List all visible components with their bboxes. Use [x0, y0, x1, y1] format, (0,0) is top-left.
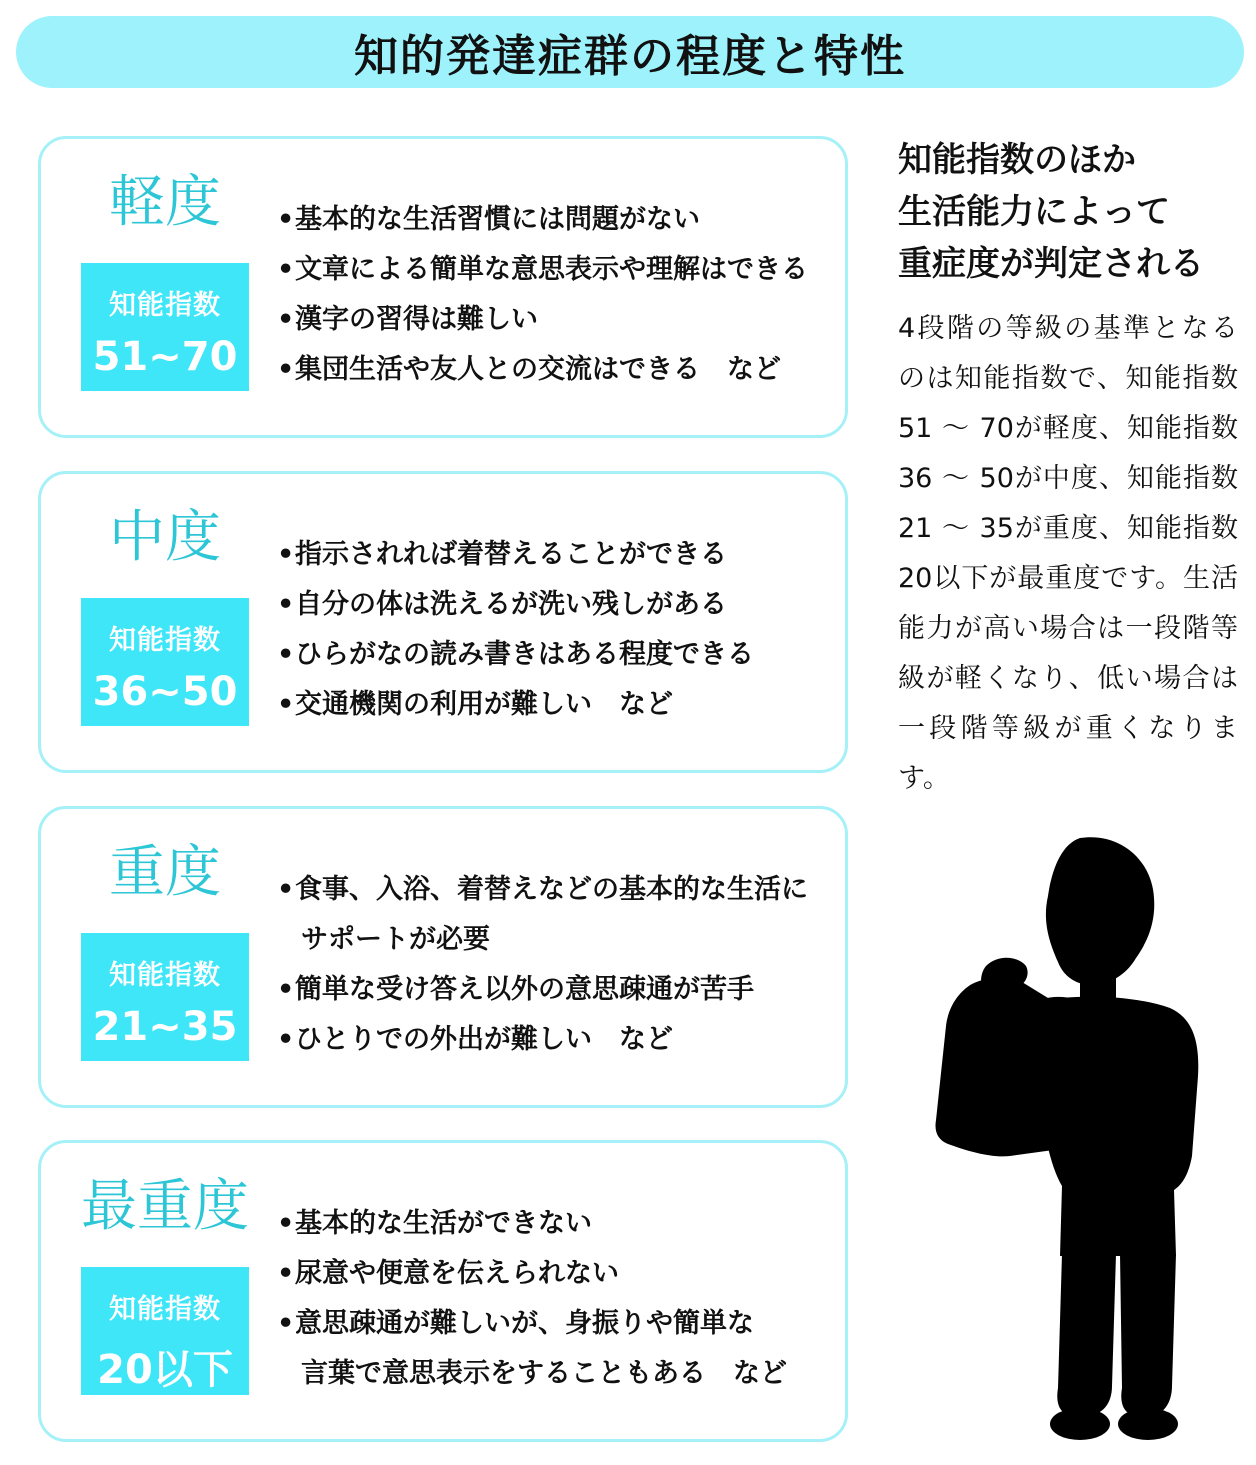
side-heading-line: 生活能力によって: [898, 192, 1170, 232]
level-card-severe: [38, 806, 848, 1108]
side-heading-line: 知能指数のほか: [898, 140, 1136, 180]
level-name: 最重度: [81, 1174, 249, 1239]
iq-badge: [81, 263, 249, 391]
trait-item: • ひらがなの読み書きはある程度できる: [277, 630, 831, 680]
iq-label: 知能指数: [109, 625, 221, 656]
trait-item: • 簡単な受け答え以外の意思疎通が苦手: [277, 965, 831, 1015]
trait-item: • ひとりでの外出が難しい など: [277, 1015, 831, 1065]
trait-list: [277, 195, 831, 395]
iq-range: 20以下: [97, 1347, 233, 1393]
page-title: 知的発達症群の程度と特性: [354, 31, 906, 82]
side-heading: [898, 134, 1248, 290]
iq-label: 知能指数: [109, 290, 221, 321]
trait-item: • 尿意や便意を伝えられない: [277, 1249, 831, 1299]
level-card-mild: [38, 136, 848, 438]
side-heading-line: 重症度が判定される: [898, 244, 1204, 284]
iq-badge: [81, 598, 249, 726]
trait-item: • 自分の体は洗えるが洗い残しがある: [277, 580, 831, 630]
trait-item: • 文章による簡単な意思表示や理解はできる: [277, 245, 831, 295]
level-name: 重度: [109, 840, 221, 905]
child-dressing-silhouette-icon: [930, 826, 1206, 1446]
level-name: 軽度: [109, 170, 221, 235]
iq-range: 51~70: [92, 334, 238, 380]
trait-item: • 食事、入浴、着替えなどの基本的な生活に: [277, 865, 831, 915]
trait-item: • 基本的な生活習慣には問題がない: [277, 195, 831, 245]
level-card-profound: [38, 1140, 848, 1442]
trait-item: • 漢字の習得は難しい: [277, 295, 831, 345]
trait-list: [277, 1199, 831, 1399]
iq-badge: [81, 1267, 249, 1395]
trait-item: • 集団生活や友人との交流はできる など: [277, 345, 831, 395]
title-banner: [16, 16, 1244, 88]
level-card-moderate: [38, 471, 848, 773]
iq-range: 21~35: [92, 1004, 238, 1050]
trait-item: • 指示されれば着替えることができる: [277, 530, 831, 580]
iq-label: 知能指数: [109, 1294, 221, 1325]
level-name: 中度: [109, 505, 221, 570]
iq-range: 36~50: [92, 669, 238, 715]
trait-list: [277, 530, 831, 730]
side-body-text: 4段階の等級の基準となるのは知能指数で、知能指数51 ～ 70が軽度、知能指数36 ～ 50が中度、知能指数21 ～ 35が重度、知能指数20以下が最重度です。生活能力が高い場合は一段階等級が軽くなり、低い場合は一段階等級が重くなります。: [898, 313, 1238, 794]
trait-item: • 意思疎通が難しいが、身振りや簡単な: [277, 1299, 831, 1349]
trait-list: [277, 865, 831, 1065]
iq-label: 知能指数: [109, 960, 221, 991]
trait-item: • 交通機関の利用が難しい など: [277, 680, 831, 730]
trait-item-continuation: サポートが必要: [301, 924, 490, 955]
iq-badge: [81, 933, 249, 1061]
trait-item: • 基本的な生活ができない: [277, 1199, 831, 1249]
trait-item-continuation: 言葉で意思表示をすることもある など: [301, 1358, 787, 1389]
